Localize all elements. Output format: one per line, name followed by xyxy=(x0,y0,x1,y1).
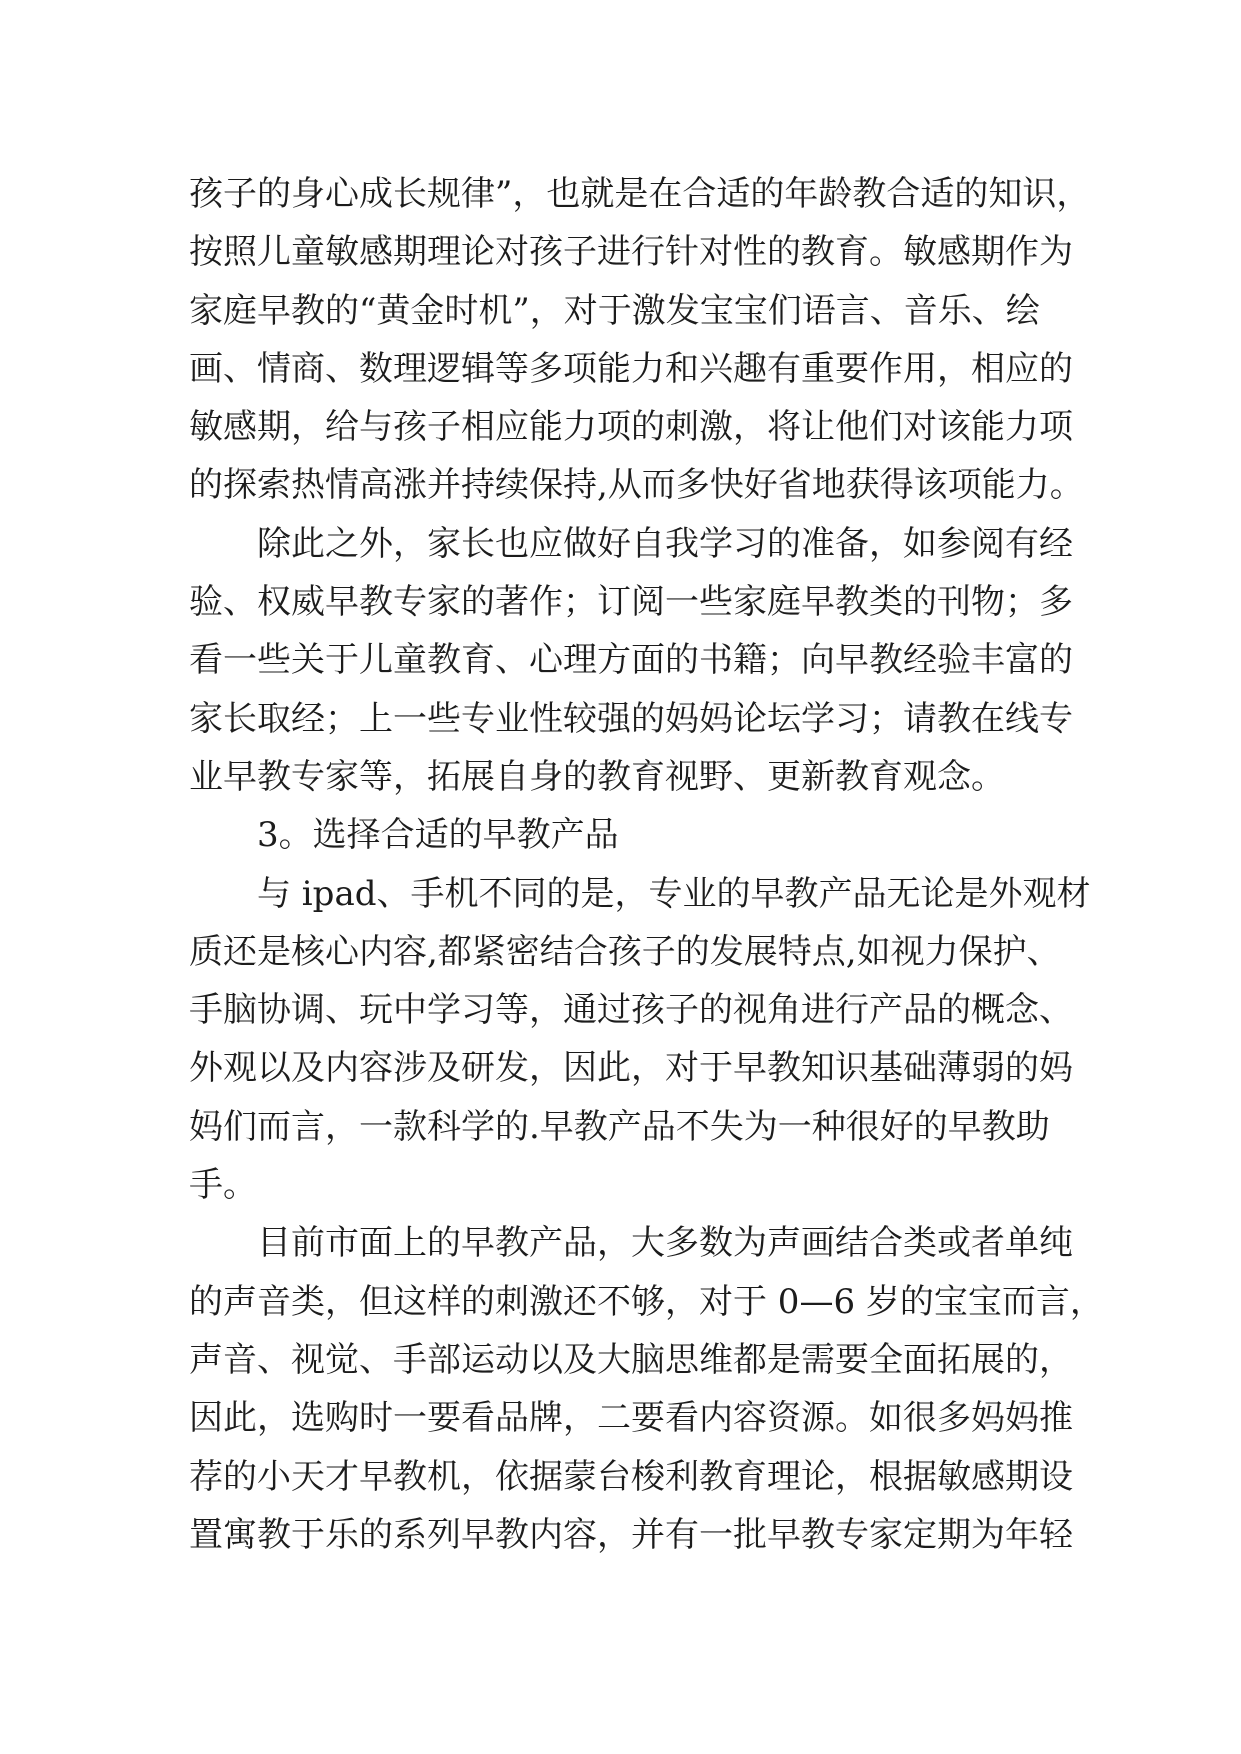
text-line: 质还是核心内容,都紧密结合孩子的发展特点,如视力保护、 xyxy=(189,931,1061,972)
text-line: 画、情商、数理逻辑等多项能力和兴趣有重要作用，相应的 xyxy=(189,348,1073,389)
text-line: 家长取经；上一些专业性较强的妈妈论坛学习；请教在线专 xyxy=(189,698,1073,739)
text-line: 妈们而言，一款科学的.早教产品不失为一种很好的早教助 xyxy=(189,1106,1050,1147)
text-line: 验、权威早教专家的著作；订阅一些家庭早教类的刊物；多 xyxy=(189,582,1073,623)
paragraph-first-line: 目前市面上的早教产品，大多数为声画结合类或者单纯 xyxy=(257,1223,1073,1264)
document-body xyxy=(189,165,1104,1564)
text-line: 的声音类，但这样的刺激还不够，对于 0—6 岁的宝宝而言， xyxy=(189,1281,1104,1322)
paragraph-first-line: 除此之外，家长也应做好自我学习的准备，如参阅有经 xyxy=(257,523,1073,564)
text-line: 按照儿童敏感期理论对孩子进行针对性的教育。敏感期作为 xyxy=(189,232,1073,273)
text-line: 外观以及内容涉及研发，因此，对于早教知识基础薄弱的妈 xyxy=(189,1048,1073,1089)
paragraph-first-line: 与 ipad、手机不同的是，专业的早教产品无论是外观材 xyxy=(257,873,1091,914)
text-line: 家庭早教的“黄金时机”，对于激发宝宝们语言、音乐、绘 xyxy=(189,290,1040,331)
text-line: 因此，选购时一要看品牌，二要看内容资源。如很多妈妈推 xyxy=(189,1398,1073,1439)
text-line: 手脑协调、玩中学习等，通过孩子的视角进行产品的概念、 xyxy=(189,990,1073,1031)
text-line: 声音、视觉、手部运动以及大脑思维都是需要全面拓展的， xyxy=(189,1339,1073,1380)
text-line: 荐的小天才早教机，依据蒙台梭利教育理论，根据敏感期设 xyxy=(189,1456,1073,1497)
text-line: 敏感期，给与孩子相应能力项的刺激，将让他们对该能力项 xyxy=(189,407,1073,448)
text-line: 手。 xyxy=(189,1165,257,1206)
text-line: 置寓教于乐的系列早教内容，并有一批早教专家定期为年轻 xyxy=(189,1514,1073,1555)
text-line: 的探索热情高涨并持续保持,从而多快好省地获得该项能力。 xyxy=(189,465,1084,506)
text-line: 业早教专家等，拓展自身的教育视野、更新教育观念。 xyxy=(189,756,1005,797)
section-heading: 3。选择合适的早教产品 xyxy=(257,815,619,856)
text-line: 孩子的身心成长规律”，也就是在合适的年龄教合适的知识， xyxy=(189,174,1091,214)
text-line: 看一些关于儿童教育、心理方面的书籍；向早教经验丰富的 xyxy=(189,640,1073,681)
